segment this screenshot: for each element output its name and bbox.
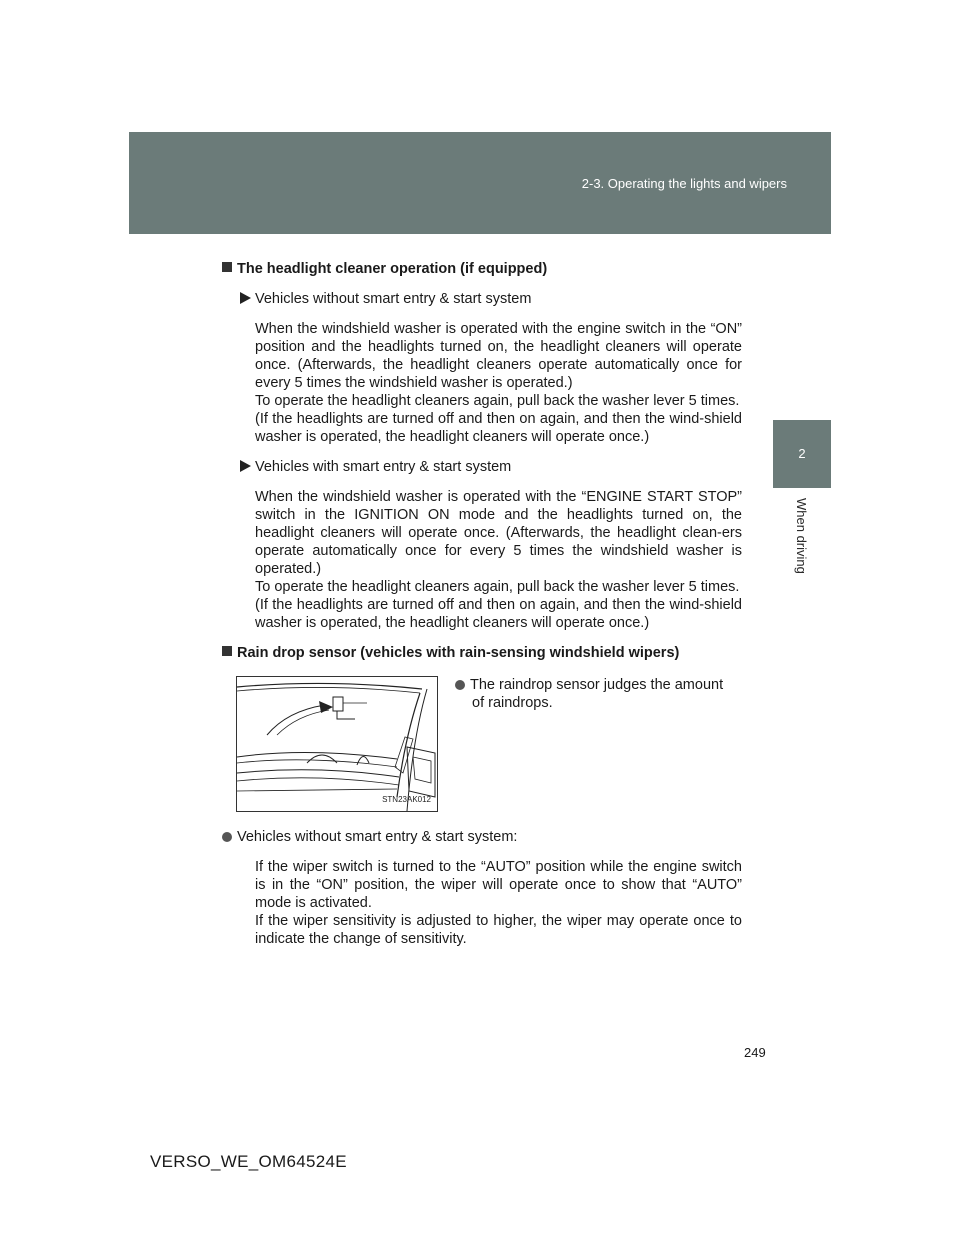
windshield-illustration xyxy=(236,676,438,812)
paragraph-block xyxy=(255,488,742,632)
chapter-number: 2 xyxy=(798,446,806,461)
page-number: 249 xyxy=(744,1045,766,1060)
list-item: Vehicles with smart entry & start system xyxy=(240,458,742,476)
section-title: 2-3. Operating the lights and wipers xyxy=(581,176,787,191)
paragraph: (If the headlights are turned off and then on again, and then the wind-shield washer is operated, the headlight cleaners will operate once.) xyxy=(255,597,742,631)
paragraph: To operate the headlight cleaners again, pull back the washer lever 5 times. xyxy=(255,393,740,409)
paragraph-block xyxy=(255,320,742,446)
rain-sensor-heading: Rain drop sensor (vehicles with rain-sensing windshield wipers) xyxy=(222,644,742,662)
paragraph: When the windshield washer is operated with the engine switch in the “ON” position and the headlights turned on, the headlight cleaners will operate once. (Afterwards, the headlight cleaners operate automatically once for every 5 times the windshield washer is operated.) xyxy=(255,321,742,391)
list-item: Vehicles without smart entry & start system xyxy=(240,290,742,308)
paragraph-block xyxy=(255,858,742,948)
figure-caption xyxy=(455,676,737,712)
page-header xyxy=(129,132,831,234)
triangle-bullet-icon xyxy=(240,292,251,304)
figure-row xyxy=(222,676,742,822)
caption-text: The raindrop sensor judges the amount of raindrops. xyxy=(470,677,724,711)
paragraph: (If the headlights are turned off and then on again, and then the wind-shield washer is operated, the headlight cleaners will operate once.) xyxy=(255,411,742,445)
round-bullet-icon xyxy=(455,680,465,690)
list-item: Vehicles without smart entry & start system: xyxy=(222,828,742,846)
paragraph: If the wiper sensitivity is adjusted to higher, the wiper may operate once to indicate the change of sensitivity. xyxy=(255,913,742,947)
paragraph: If the wiper switch is turned to the “AUTO” position while the engine switch is in the “ON” position, the wiper will operate once to show that “AUTO” mode is activated. xyxy=(255,859,742,911)
figure-code: STN23AK012 xyxy=(382,795,431,804)
main-content xyxy=(222,260,742,948)
square-bullet-icon xyxy=(222,646,232,656)
triangle-bullet-icon xyxy=(240,460,251,472)
chapter-label: When driving xyxy=(794,498,809,574)
paragraph: To operate the headlight cleaners again, pull back the washer lever 5 times. xyxy=(255,579,740,595)
document-code: VERSO_WE_OM64524E xyxy=(150,1152,347,1171)
square-bullet-icon xyxy=(222,262,232,272)
paragraph: When the windshield washer is operated with the “ENGINE START STOP” switch in the IGNITION ON mode and the headlights turned on, the headlight cleaners will operate once. (Afterwards, the headlight clean-ers operate automatically once for every 5 times the windshield washer is operated.) xyxy=(255,489,742,577)
headlight-cleaner-heading: The headlight cleaner operation (if equipped) xyxy=(222,260,742,278)
chapter-tab xyxy=(773,420,831,488)
round-bullet-icon xyxy=(222,832,232,842)
